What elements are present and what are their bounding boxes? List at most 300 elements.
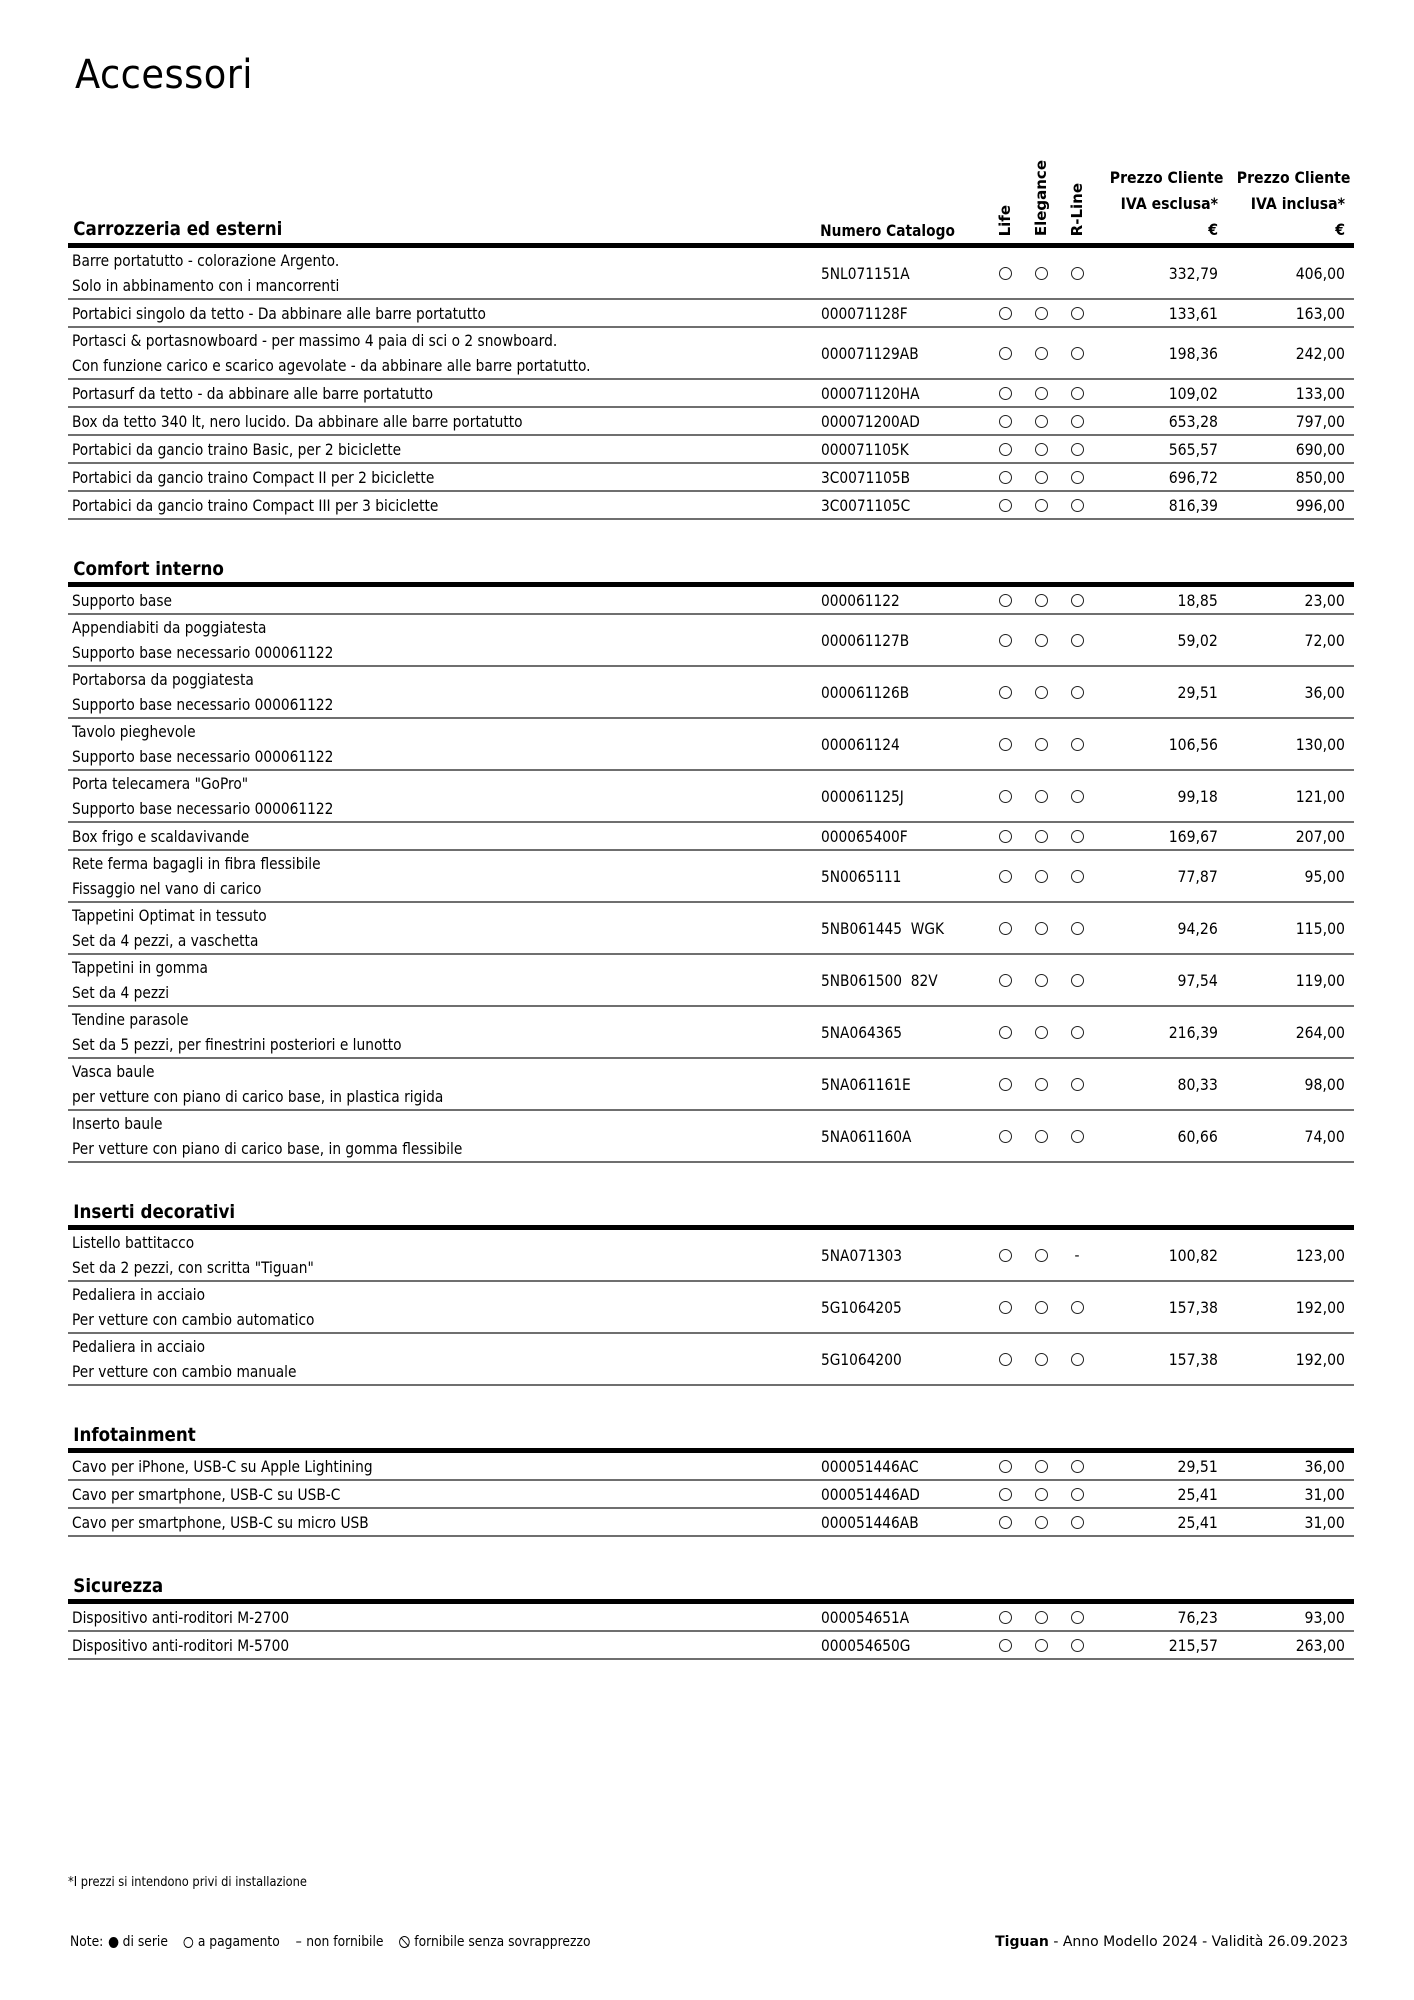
availability-elegance (1023, 1353, 1059, 1366)
column-header-trim-life (987, 205, 1023, 243)
catalog-number: 5NA071303 (821, 1245, 902, 1265)
table-row (68, 328, 1354, 380)
price-value: 100,82 (1168, 1245, 1218, 1265)
price-incl-cell (1222, 344, 1349, 363)
price-incl-cell (1222, 304, 1349, 323)
item-note: Set da 2 pezzi, con scritta "Tiguan" (72, 1258, 314, 1278)
price-value: 74,00 (1304, 1126, 1345, 1146)
availability-elegance (1023, 267, 1059, 280)
catalog-number: 3C0071105C (821, 495, 911, 515)
availability-r-line (1059, 1246, 1095, 1264)
item-name: Vasca baule (72, 1062, 155, 1082)
price-incl-cell (1222, 1513, 1349, 1532)
header-line: € (1208, 220, 1218, 240)
open-circle-icon (999, 594, 1012, 607)
availability-life (987, 974, 1023, 987)
open-circle-icon (999, 830, 1012, 843)
price-value: 23,00 (1304, 590, 1345, 610)
availability-r-line (1059, 1301, 1095, 1314)
catalog-number: 5N0065111 (821, 866, 902, 886)
catalog-number-cell (815, 344, 987, 363)
price-value: 130,00 (1295, 734, 1345, 754)
open-circle-icon (1071, 499, 1084, 512)
legend-text: non fornibile (306, 1934, 384, 1950)
table-row (68, 1282, 1354, 1334)
availability-r-line (1059, 974, 1095, 987)
table-row (68, 408, 1354, 436)
open-circle-icon (1035, 1639, 1048, 1652)
accessories-table (68, 160, 1354, 1660)
price-value: 565,57 (1168, 439, 1218, 459)
availability-life (987, 347, 1023, 360)
price-value: 332,79 (1168, 263, 1218, 283)
open-circle-icon (1071, 974, 1084, 987)
table-row (68, 1334, 1354, 1386)
open-circle-icon (1071, 387, 1084, 400)
item-name: Portabici singolo da tetto - Da abbinare alle barre portatutto (72, 303, 486, 323)
item-description (68, 615, 815, 665)
availability-r-line (1059, 1026, 1095, 1039)
availability-r-line (1059, 870, 1095, 883)
item-name: Listello battitacco (72, 1233, 195, 1253)
item-description (68, 381, 815, 406)
open-circle-icon (999, 1026, 1012, 1039)
section-spacer (68, 1386, 1354, 1421)
price-value: 123,00 (1295, 1245, 1345, 1265)
open-circle-icon (1071, 1488, 1084, 1501)
availability-life (987, 1639, 1023, 1652)
item-description (68, 1230, 815, 1280)
header-line: IVA esclusa* (1120, 194, 1218, 214)
open-circle-icon (999, 415, 1012, 428)
catalog-number: 5G1064205 (821, 1297, 902, 1317)
legend (70, 1934, 601, 1950)
table-row (68, 667, 1354, 719)
availability-r-line (1059, 830, 1095, 843)
open-circle-icon (1035, 1353, 1048, 1366)
catalog-number-cell (815, 867, 987, 886)
open-circle-icon (1035, 790, 1048, 803)
open-circle-icon (1035, 594, 1048, 607)
price-value: 133,61 (1168, 303, 1218, 323)
open-circle-icon (1035, 830, 1048, 843)
item-name: Portabici da gancio traino Basic, per 2 biciclette (72, 439, 402, 459)
price-value: 36,00 (1304, 682, 1345, 702)
item-name: Cavo per smartphone, USB-C su micro USB (72, 1512, 369, 1532)
item-note: Con funzione carico e scarico agevolate - da abbinare alle barre portatutto. (72, 356, 591, 376)
price-value: 76,23 (1177, 1607, 1218, 1627)
legend-text: a pagamento (197, 1934, 280, 1950)
open-circle-icon (1071, 1353, 1084, 1366)
open-circle-icon (1071, 790, 1084, 803)
table-row (68, 248, 1354, 300)
price-incl-cell (1222, 827, 1349, 846)
price-excl-cell (1095, 304, 1222, 323)
open-circle-icon (1071, 471, 1084, 484)
trim-label: Elegance (1032, 160, 1050, 237)
open-circle-icon (1071, 1639, 1084, 1652)
price-excl-cell (1095, 827, 1222, 846)
price-excl-cell (1095, 735, 1222, 754)
catalog-number: 000061122 (821, 590, 900, 610)
catalog-number-cell (815, 1298, 987, 1317)
price-value: 996,00 (1295, 495, 1345, 515)
price-value: 80,33 (1177, 1074, 1218, 1094)
open-circle-icon (1035, 1516, 1048, 1529)
price-value: 850,00 (1295, 467, 1345, 487)
item-description (68, 1510, 815, 1535)
availability-life (987, 1130, 1023, 1143)
catalog-number: 000065400F (821, 826, 908, 846)
price-value: 106,56 (1168, 734, 1218, 754)
price-value: 109,02 (1168, 383, 1218, 403)
item-name: Tavolo pieghevole (72, 722, 196, 742)
open-circle-icon (1035, 870, 1048, 883)
price-incl-cell (1222, 1608, 1349, 1627)
price-incl-cell (1222, 1246, 1349, 1265)
price-value: 60,66 (1177, 1126, 1218, 1146)
price-excl-cell (1095, 412, 1222, 431)
open-circle-icon (1071, 1130, 1084, 1143)
price-value: 192,00 (1295, 1349, 1345, 1369)
item-note: Per vetture con cambio automatico (72, 1310, 315, 1330)
open-circle-icon (1071, 870, 1084, 883)
availability-elegance (1023, 1639, 1059, 1652)
price-incl-cell (1222, 683, 1349, 702)
catalog-number-cell (815, 440, 987, 459)
price-value: 797,00 (1295, 411, 1345, 431)
open-circle-icon (1071, 1516, 1084, 1529)
item-name: Tappetini Optimat in tessuto (72, 906, 267, 926)
price-incl-cell (1222, 1485, 1349, 1504)
availability-life (987, 307, 1023, 320)
catalog-number-cell (815, 919, 987, 938)
catalog-number: 5NA061160A (821, 1126, 912, 1146)
item-note: per vetture con piano di carico base, in plastica rigida (72, 1087, 444, 1107)
section-title: Inserti decorativi (73, 1201, 236, 1224)
legend-item-free (399, 1934, 590, 1950)
availability-elegance (1023, 922, 1059, 935)
availability-r-line (1059, 594, 1095, 607)
table-row (68, 1059, 1354, 1111)
price-excl-cell (1095, 384, 1222, 403)
price-value: 192,00 (1295, 1297, 1345, 1317)
price-excl-cell (1095, 1457, 1222, 1476)
table-row (68, 464, 1354, 492)
open-circle-icon (184, 1937, 194, 1948)
price-incl-cell (1222, 867, 1349, 886)
open-circle-icon (999, 443, 1012, 456)
availability-r-line (1059, 471, 1095, 484)
availability-elegance (1023, 634, 1059, 647)
catalog-number: 000071129AB (821, 343, 919, 363)
availability-elegance (1023, 870, 1059, 883)
legend-item-paid (184, 1934, 280, 1950)
price-excl-cell (1095, 867, 1222, 886)
open-circle-icon (999, 1611, 1012, 1624)
catalog-number: 000061124 (821, 734, 900, 754)
section-header (68, 1572, 1354, 1604)
catalog-number-cell (815, 1513, 987, 1532)
availability-elegance (1023, 790, 1059, 803)
item-note: Set da 4 pezzi (72, 983, 170, 1003)
catalog-number: 000071128F (821, 303, 908, 323)
item-name: Inserto baule (72, 1114, 163, 1134)
catalog-number: 000061127B (821, 630, 910, 650)
price-value: 157,38 (1168, 1349, 1218, 1369)
column-header-catalog: Numero Catalogo (820, 221, 955, 241)
open-circle-icon (999, 738, 1012, 751)
item-description (68, 1633, 815, 1658)
availability-elegance (1023, 415, 1059, 428)
price-value: 653,28 (1168, 411, 1218, 431)
catalog-number-cell (815, 971, 987, 990)
catalog-number: 5NA064365 (821, 1022, 902, 1042)
catalog-number: 000061125J (821, 786, 904, 806)
item-description (68, 409, 815, 434)
item-note: Supporto base necessario 000061122 (72, 643, 334, 663)
catalog-number-cell (815, 591, 987, 610)
open-circle-icon (1035, 922, 1048, 935)
price-value: 36,00 (1304, 1456, 1345, 1476)
price-excl-cell (1095, 1513, 1222, 1532)
open-circle-icon (1035, 634, 1048, 647)
availability-r-line (1059, 1488, 1095, 1501)
open-circle-icon (1071, 1611, 1084, 1624)
item-name: Portabici da gancio traino Compact III per 3 biciclette (72, 495, 439, 515)
price-excl-cell (1095, 787, 1222, 806)
price-excl-cell (1095, 1485, 1222, 1504)
open-circle-icon (1071, 922, 1084, 935)
open-circle-icon (1035, 443, 1048, 456)
section-header (68, 160, 1354, 248)
section-carrozzeria-ed-esterni (68, 160, 1354, 520)
catalog-number-cell (815, 1127, 987, 1146)
price-value: 157,38 (1168, 1297, 1218, 1317)
section-spacer (68, 520, 1354, 555)
table-row (68, 1007, 1354, 1059)
item-description (68, 1059, 815, 1109)
catalog-number: 3C0071105B (821, 467, 911, 487)
item-name: Portasci & portasnowboard - per massimo 4 paia di sci o 2 snowboard. (72, 331, 558, 351)
price-excl-cell (1095, 1298, 1222, 1317)
item-description (68, 667, 815, 717)
open-circle-icon (1035, 347, 1048, 360)
availability-elegance (1023, 1488, 1059, 1501)
item-description (68, 1605, 815, 1630)
item-name: Dispositivo anti-roditori M-2700 (72, 1607, 290, 1627)
table-row (68, 587, 1354, 615)
open-circle-icon (1035, 1611, 1048, 1624)
open-circle-icon (1035, 1078, 1048, 1091)
price-incl-cell (1222, 1023, 1349, 1042)
open-circle-icon (1035, 1460, 1048, 1473)
availability-life (987, 1026, 1023, 1039)
availability-elegance (1023, 1130, 1059, 1143)
availability-elegance (1023, 1460, 1059, 1473)
open-circle-icon (999, 1301, 1012, 1314)
price-value: 31,00 (1304, 1484, 1345, 1504)
availability-life (987, 1516, 1023, 1529)
item-name: Rete ferma bagagli in fibra flessibile (72, 854, 321, 874)
open-circle-icon (999, 790, 1012, 803)
catalog-number: 000071200AD (821, 411, 920, 431)
availability-r-line (1059, 347, 1095, 360)
item-note: Supporto base necessario 000061122 (72, 747, 334, 767)
section-title: Comfort interno (73, 558, 224, 581)
catalog-number-cell (815, 1608, 987, 1627)
availability-elegance (1023, 443, 1059, 456)
availability-elegance (1023, 1301, 1059, 1314)
header-line: IVA inclusa* (1250, 194, 1345, 214)
open-circle-icon (999, 974, 1012, 987)
price-value: 119,00 (1295, 970, 1345, 990)
price-excl-cell (1095, 344, 1222, 363)
item-note: Supporto base necessario 000061122 (72, 799, 334, 819)
availability-life (987, 1488, 1023, 1501)
page-title: Accessori (75, 52, 253, 98)
open-circle-icon (1071, 594, 1084, 607)
availability-life (987, 870, 1023, 883)
price-value: 121,00 (1295, 786, 1345, 806)
price-value: 94,26 (1177, 918, 1218, 938)
availability-elegance (1023, 1611, 1059, 1624)
open-circle-icon (999, 1516, 1012, 1529)
availability-life (987, 830, 1023, 843)
catalog-number-cell (815, 304, 987, 323)
price-incl-cell (1222, 591, 1349, 610)
price-incl-cell (1222, 412, 1349, 431)
price-value: 264,00 (1295, 1022, 1345, 1042)
section-infotainment (68, 1421, 1354, 1537)
availability-life (987, 415, 1023, 428)
availability-elegance (1023, 1078, 1059, 1091)
catalog-number-cell (815, 1023, 987, 1042)
item-name: Box frigo e scaldavivande (72, 826, 250, 846)
header-line: Prezzo Cliente (1109, 168, 1224, 188)
item-name: Supporto base (72, 590, 172, 610)
table-row (68, 851, 1354, 903)
open-circle-icon (1071, 415, 1084, 428)
item-description (68, 301, 815, 326)
dash-icon: - (1074, 1246, 1080, 1264)
open-circle-icon (1035, 1488, 1048, 1501)
open-circle-icon (999, 387, 1012, 400)
filled-circle-icon (109, 1937, 119, 1948)
open-circle-icon (999, 1460, 1012, 1473)
catalog-number-cell (815, 384, 987, 403)
column-headers (815, 160, 1349, 243)
price-value: 29,51 (1177, 1456, 1218, 1476)
catalog-number: 5NB061500 82V (821, 970, 938, 990)
section-spacer (68, 1163, 1354, 1198)
column-header-price-incl (1222, 165, 1349, 243)
item-description (68, 771, 815, 821)
open-circle-icon (1035, 267, 1048, 280)
price-excl-cell (1095, 591, 1222, 610)
price-excl-cell (1095, 1636, 1222, 1655)
price-incl-cell (1222, 735, 1349, 754)
section-title: Infotainment (73, 1424, 196, 1447)
slashed-circle-icon (399, 1936, 410, 1948)
item-name: Cavo per iPhone, USB-C su Apple Lightining (72, 1456, 373, 1476)
availability-elegance (1023, 387, 1059, 400)
availability-r-line (1059, 738, 1095, 751)
catalog-number-cell (815, 1485, 987, 1504)
table-row (68, 436, 1354, 464)
price-excl-cell (1095, 264, 1222, 283)
item-name: Pedaliera in acciaio (72, 1285, 205, 1305)
header-line: € (1335, 220, 1345, 240)
availability-elegance (1023, 347, 1059, 360)
open-circle-icon (1035, 1026, 1048, 1039)
open-circle-icon (1071, 686, 1084, 699)
table-row (68, 380, 1354, 408)
price-excl-cell (1095, 683, 1222, 702)
catalog-number: 000071120HA (821, 383, 920, 403)
item-name: Portabici da gancio traino Compact II per 2 biciclette (72, 467, 435, 487)
catalog-number-cell (815, 496, 987, 515)
availability-elegance (1023, 738, 1059, 751)
item-description (68, 1482, 815, 1507)
price-value: 696,72 (1168, 467, 1218, 487)
price-excl-cell (1095, 1350, 1222, 1369)
availability-life (987, 1353, 1023, 1366)
price-incl-cell (1222, 264, 1349, 283)
item-description (68, 955, 815, 1005)
availability-life (987, 686, 1023, 699)
catalog-number-cell (815, 683, 987, 702)
trim-label: R-Line (1068, 182, 1086, 237)
item-note: Set da 4 pezzi, a vaschetta (72, 931, 259, 951)
availability-life (987, 634, 1023, 647)
legend-text: fornibile senza sovrapprezzo (414, 1934, 591, 1950)
open-circle-icon (1071, 1026, 1084, 1039)
price-incl-cell (1222, 496, 1349, 515)
catalog-number-cell (815, 412, 987, 431)
price-value: 207,00 (1295, 826, 1345, 846)
table-row (68, 300, 1354, 328)
availability-elegance (1023, 594, 1059, 607)
table-row (68, 903, 1354, 955)
price-incl-cell (1222, 1457, 1349, 1476)
item-description (68, 1111, 815, 1161)
price-incl-cell (1222, 440, 1349, 459)
availability-elegance (1023, 1026, 1059, 1039)
price-excl-cell (1095, 631, 1222, 650)
availability-life (987, 922, 1023, 935)
header-line: Prezzo Cliente (1236, 168, 1351, 188)
price-incl-cell (1222, 1075, 1349, 1094)
availability-life (987, 387, 1023, 400)
item-description (68, 719, 815, 769)
open-circle-icon (999, 1639, 1012, 1652)
table-row (68, 1111, 1354, 1163)
item-name: Cavo per smartphone, USB-C su USB-C (72, 1484, 341, 1504)
open-circle-icon (999, 267, 1012, 280)
item-description (68, 1454, 815, 1479)
catalog-number-cell (815, 827, 987, 846)
section-header (68, 555, 1354, 587)
item-description (68, 328, 815, 378)
section-title: Carrozzeria ed esterni (73, 218, 283, 241)
price-value: 25,41 (1177, 1512, 1218, 1532)
table-row (68, 771, 1354, 823)
availability-elegance (1023, 307, 1059, 320)
catalog-number-cell (815, 787, 987, 806)
open-circle-icon (999, 1078, 1012, 1091)
section-comfort-interno (68, 555, 1354, 1163)
